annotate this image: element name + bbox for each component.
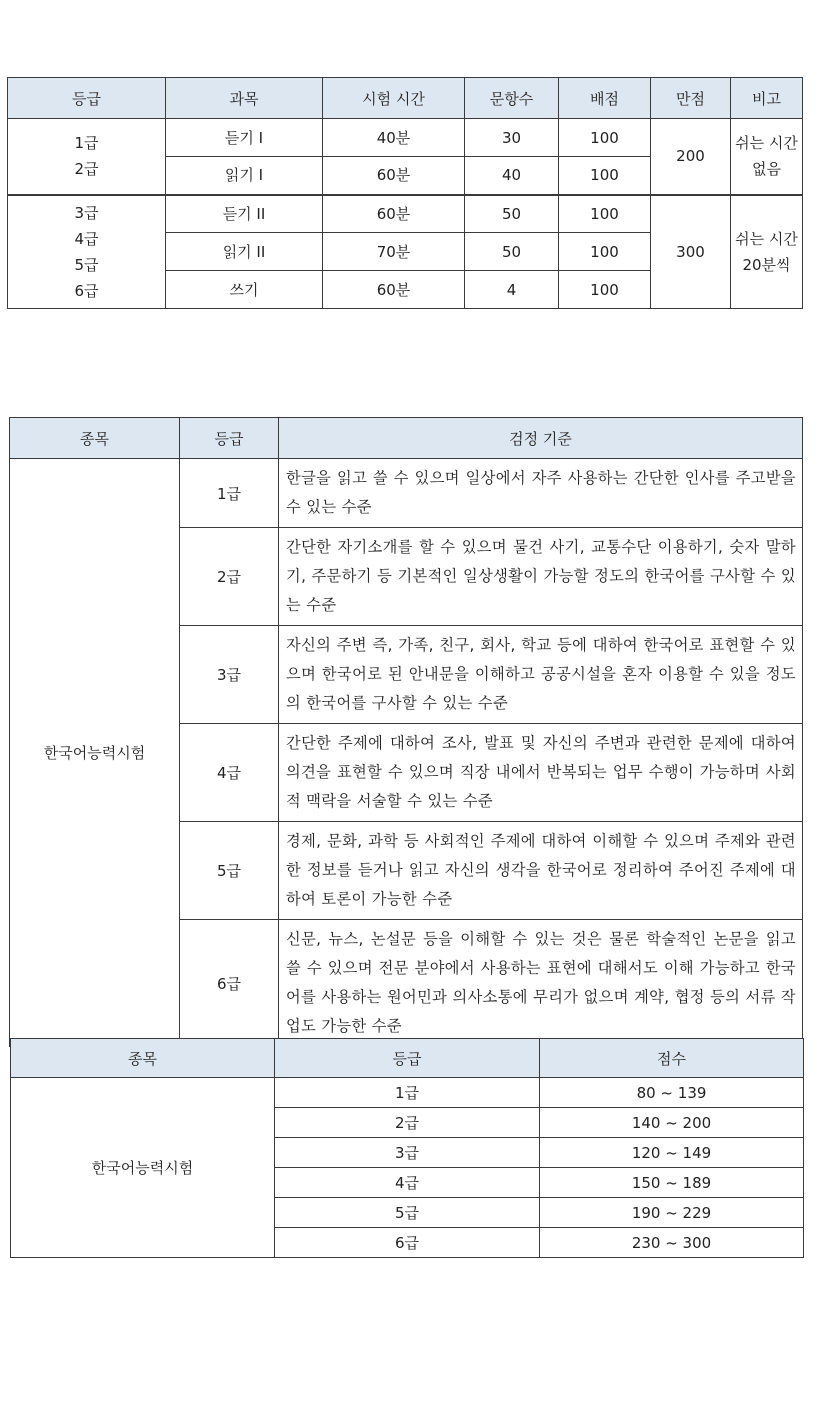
header-subject: 과목 [166, 78, 323, 119]
note-line: 쉬는 시간 [735, 134, 798, 153]
grade-cell: 4급 [275, 1168, 540, 1198]
subject-cell: 쓰기 [166, 271, 323, 309]
score-cell: 100 [559, 233, 651, 271]
grade-label: 3급 [74, 203, 99, 222]
header-criteria: 검정 기준 [279, 418, 803, 459]
count-cell: 50 [465, 233, 559, 271]
note-line: 없음 [752, 160, 781, 179]
header-category: 종목 [10, 418, 180, 459]
category-cell: 한국어능력시험 [11, 1078, 275, 1258]
score-cell: 150 ~ 189 [540, 1168, 804, 1198]
score-cell: 80 ~ 139 [540, 1078, 804, 1108]
count-cell: 50 [465, 195, 559, 233]
score-table [10, 1038, 804, 1258]
note-line: 쉬는 시간 [735, 229, 798, 248]
subject-cell: 듣기 I [166, 119, 323, 157]
criteria-cell: 경제, 문화, 과학 등 사회적인 주제에 대하여 이해할 수 있으며 주제와 관련한 정보를 듣거나 읽고 자신의 생각을 한국어로 정리하여 주어진 주제에 대하여 토론이 가능한 수준 [279, 822, 803, 920]
header-full-score: 만점 [651, 78, 731, 119]
subject-cell: 읽기 II [166, 233, 323, 271]
grade-label: 6급 [74, 281, 99, 300]
grade-group-cell [8, 119, 166, 195]
criteria-table [9, 417, 803, 1047]
table-header-row [10, 418, 803, 459]
full-score-cell: 200 [651, 119, 731, 195]
header-count: 문항수 [465, 78, 559, 119]
category-cell: 한국어능력시험 [10, 459, 180, 1047]
table-row [11, 1078, 804, 1108]
grade-cell: 6급 [275, 1228, 540, 1258]
criteria-cell: 신문, 뉴스, 논설문 등을 이해할 수 있는 것은 물론 학술적인 논문을 읽고 쓸 수 있으며 전문 분야에서 사용하는 표현에 대해서도 이해 가능하고 한국어를 사용하는 원어민과 의사소통에 무리가 없으며 계약, 협정 등의 서류 작업도 가능한 수준 [279, 920, 803, 1047]
grade-label: 1급 [74, 134, 99, 153]
time-cell: 40분 [323, 119, 465, 157]
criteria-cell: 자신의 주변 즉, 가족, 친구, 회사, 학교 등에 대하여 한국어로 표현할 수 있으며 한국어로 된 안내문을 이해하고 공공시설을 혼자 이용할 수 있을 정도의 한국어를 구사할 수 있는 수준 [279, 626, 803, 724]
subject-cell: 듣기 II [166, 195, 323, 233]
header-score: 점수 [540, 1039, 804, 1078]
header-grade: 등급 [180, 418, 279, 459]
count-cell: 4 [465, 271, 559, 309]
criteria-cell: 간단한 자기소개를 할 수 있으며 물건 사기, 교통수단 이용하기, 숫자 말하기, 주문하기 등 기본적인 일상생활이 가능할 정도의 한국어를 구사할 수 있는 수준 [279, 528, 803, 626]
note-line: 20분씩 [742, 255, 791, 274]
exam-structure-table [7, 77, 803, 309]
header-note: 비고 [731, 78, 803, 119]
time-cell: 70분 [323, 233, 465, 271]
grade-cell: 3급 [180, 626, 279, 724]
score-cell: 100 [559, 195, 651, 233]
note-cell [731, 195, 803, 309]
header-time: 시험 시간 [323, 78, 465, 119]
header-grade: 등급 [8, 78, 166, 119]
note-cell [731, 119, 803, 195]
score-cell: 100 [559, 119, 651, 157]
grade-cell: 2급 [180, 528, 279, 626]
time-cell: 60분 [323, 271, 465, 309]
score-cell: 190 ~ 229 [540, 1198, 804, 1228]
grade-label: 4급 [74, 229, 99, 248]
criteria-cell: 한글을 읽고 쓸 수 있으며 일상에서 자주 사용하는 간단한 인사를 주고받을 수 있는 수준 [279, 459, 803, 528]
table-row [8, 195, 803, 233]
grade-cell: 5급 [275, 1198, 540, 1228]
time-cell: 60분 [323, 157, 465, 195]
grade-cell: 2급 [275, 1108, 540, 1138]
grade-cell: 6급 [180, 920, 279, 1047]
score-cell: 230 ~ 300 [540, 1228, 804, 1258]
table-header-row [8, 78, 803, 119]
grade-cell: 3급 [275, 1138, 540, 1168]
score-cell: 140 ~ 200 [540, 1108, 804, 1138]
count-cell: 30 [465, 119, 559, 157]
table-header-row [11, 1039, 804, 1078]
grade-label: 2급 [74, 160, 99, 179]
grade-group-cell [8, 195, 166, 309]
header-score: 배점 [559, 78, 651, 119]
grade-cell: 1급 [275, 1078, 540, 1108]
count-cell: 40 [465, 157, 559, 195]
criteria-cell: 간단한 주제에 대하여 조사, 발표 및 자신의 주변과 관련한 문제에 대하여 의견을 표현할 수 있으며 직장 내에서 반복되는 업무 수행이 가능하며 사회적 맥락을 서술할 수 있는 수준 [279, 724, 803, 822]
score-cell: 100 [559, 157, 651, 195]
time-cell: 60분 [323, 195, 465, 233]
grade-cell: 5급 [180, 822, 279, 920]
header-grade: 등급 [275, 1039, 540, 1078]
subject-cell: 읽기 I [166, 157, 323, 195]
score-cell: 120 ~ 149 [540, 1138, 804, 1168]
table-row [8, 119, 803, 157]
grade-label: 5급 [74, 255, 99, 274]
grade-cell: 1급 [180, 459, 279, 528]
score-cell: 100 [559, 271, 651, 309]
header-category: 종목 [11, 1039, 275, 1078]
table-row [10, 459, 803, 528]
full-score-cell: 300 [651, 195, 731, 309]
grade-cell: 4급 [180, 724, 279, 822]
